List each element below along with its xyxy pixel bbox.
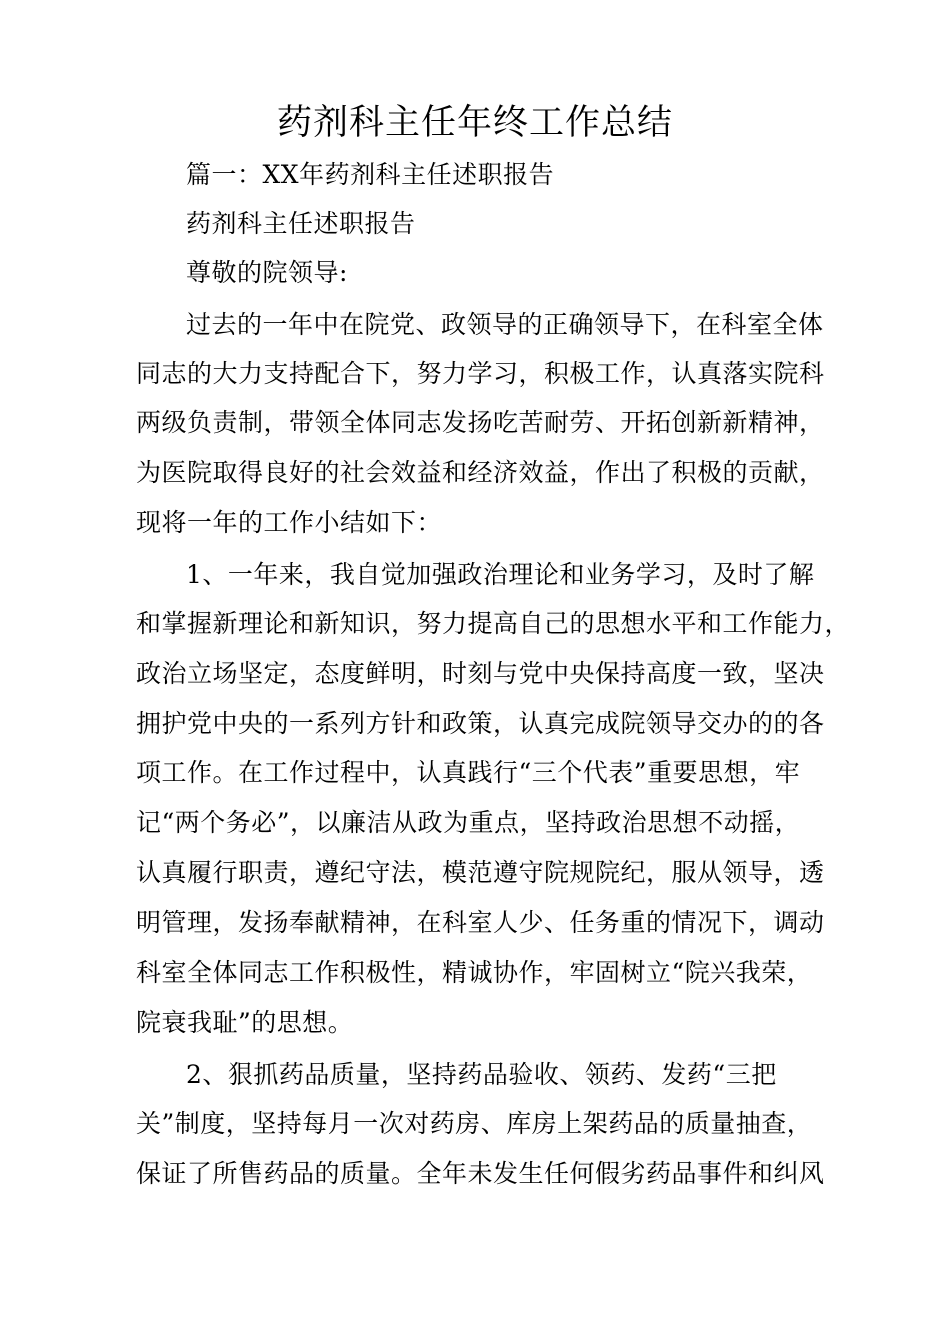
paragraph-line: 2、狠抓药品质量，坚持药品验收、领药、发药“三把 <box>186 1060 777 1089</box>
paragraph-line: 认真履行职责，遵纪守法，模范遵守院规院纪，服从领导，透 <box>136 858 825 887</box>
paragraph-line: 为医院取得良好的社会效益和经济效益，作出了积极的贡献， <box>136 458 825 487</box>
paragraph-line: 项工作。在工作过程中，认真践行“三个代表”重要思想，牢 <box>136 758 801 787</box>
paragraph-line: 关”制度，坚持每月一次对药房、库房上架药品的质量抽查， <box>136 1109 813 1138</box>
paragraph-line: 两级负责制，带领全体同志发扬吃苦耐劳、开拓创新新精神， <box>136 408 825 437</box>
report-heading: 药剂科主任述职报告 <box>186 209 416 238</box>
paragraph-line: 记“两个务必”，以廉洁从政为重点，坚持政治思想不动摇， <box>136 808 801 837</box>
paragraph-line: 院衰我耻”的思想。 <box>136 1008 354 1037</box>
paragraph-line: 现将一年的工作小结如下： <box>136 508 443 537</box>
paragraph-line: 拥护党中央的一系列方针和政策，认真完成院领导交办的的各 <box>136 709 825 738</box>
paragraph-line: 政治立场坚定，态度鲜明，时刻与党中央保持高度一致，坚决 <box>136 659 825 688</box>
document-title: 药剂科主任年终工作总结 <box>276 103 673 143</box>
paragraph-line: 保证了所售药品的质量。全年未发生任何假劣药品事件和纠风 <box>136 1159 825 1188</box>
paragraph-line: 和掌握新理论和新知识，努力提高自己的思想水平和工作能力， <box>136 609 851 638</box>
paragraph-line: 科室全体同志工作积极性，精诚协作，牢固树立“院兴我荣， <box>136 958 813 987</box>
paragraph-line: 明管理，发扬奉献精神，在科室人少、任务重的情况下，调动 <box>136 908 825 937</box>
paragraph-line: 过去的一年中在院党、政领导的正确领导下，在科室全体 <box>186 310 824 339</box>
paragraph-line: 同志的大力支持配合下，努力学习，积极工作，认真落实院科 <box>136 359 825 388</box>
salutation: 尊敬的院领导: <box>186 258 348 287</box>
article-heading: 篇一：XX年药剂科主任述职报告 <box>186 160 555 189</box>
paragraph-line: 1、一年来，我自觉加强政治理论和业务学习，及时了解 <box>186 560 815 589</box>
